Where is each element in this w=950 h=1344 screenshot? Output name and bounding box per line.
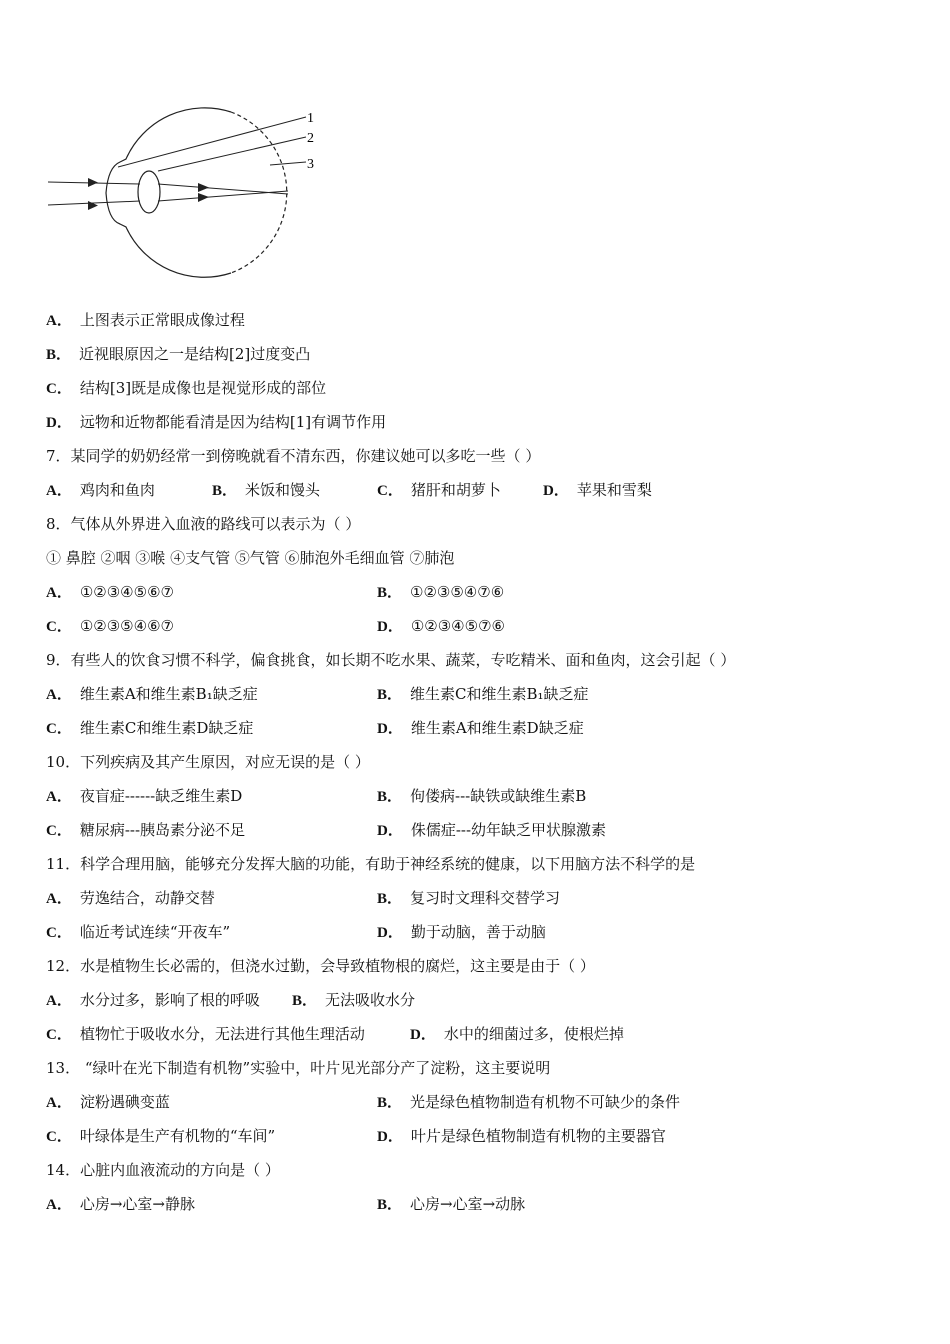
q7-option-d: D． 苹果和雪梨 bbox=[543, 481, 652, 499]
q11-option-a: A． 劳逸结合，动静交替 bbox=[46, 889, 215, 907]
q12-option-c: C． 植物忙于吸收水分，无法进行其他生理活动 bbox=[46, 1025, 365, 1043]
q12-option-d: D． 水中的细菌过多，使根烂掉 bbox=[410, 1025, 624, 1043]
q8-option-d: D． ①②③④⑤⑦⑥ bbox=[377, 617, 505, 635]
q7-stem: 7．某同学的奶奶经常一到傍晚就看不清东西，你建议她可以多吃一些（ ） bbox=[46, 447, 541, 465]
q13-option-d: D． 叶片是绿色植物制造有机物的主要器官 bbox=[377, 1127, 666, 1145]
label-3: 3 bbox=[307, 157, 314, 172]
q10-stem: 10．下列疾病及其产生原因，对应无误的是（ ） bbox=[46, 753, 370, 771]
q13-stem: 13． “绿叶在光下制造有机物”实验中，叶片见光部分产了淀粉，这主要说明 bbox=[46, 1059, 551, 1077]
retina-dashed bbox=[231, 112, 287, 273]
q14-option-a: A． 心房→心室→静脉 bbox=[46, 1195, 195, 1213]
q14-option-b: B． 心房→心室→动脉 bbox=[377, 1195, 526, 1213]
q9-option-b: B． 维生素C和维生素B₁缺乏症 bbox=[377, 685, 589, 703]
q7-option-b: B． 米饭和馒头 bbox=[212, 481, 321, 499]
q10-option-c: C． 糖尿病---胰岛素分泌不足 bbox=[46, 821, 246, 839]
q12-stem: 12．水是植物生长必需的，但浇水过勤，会导致植物根的腐烂，这主要是由于（ ） bbox=[46, 957, 595, 975]
label-2: 2 bbox=[307, 131, 314, 146]
q6-option-a: A． 上图表示正常眼成像过程 bbox=[46, 311, 245, 329]
q9-stem: 9．有些人的饮食习惯不科学，偏食挑食，如长期不吃水果、蔬菜，专吃精米、面和鱼肉，这会引起（ ） bbox=[46, 651, 736, 669]
q9-option-a: A． 维生素A和维生素B₁缺乏症 bbox=[46, 685, 258, 703]
q8-sub: ① 鼻腔 ②咽 ③喉 ④支气管 ⑤气管 ⑥肺泡外毛细血管 ⑦肺泡 bbox=[46, 549, 455, 567]
lens bbox=[138, 171, 160, 213]
q11-option-d: D． 勤于动脑，善于动脑 bbox=[377, 923, 546, 941]
q7-option-a: A． 鸡肉和鱼肉 bbox=[46, 481, 155, 499]
ray-arrow bbox=[88, 201, 98, 210]
q13-option-a: A． 淀粉遇碘变蓝 bbox=[46, 1093, 170, 1111]
q11-option-b: B． 复习时文理科交替学习 bbox=[377, 889, 561, 907]
q12-option-b: B． 无法吸收水分 bbox=[292, 991, 416, 1009]
q10-option-d: D． 侏儒症---幼年缺乏甲状腺激素 bbox=[377, 821, 607, 839]
q8-option-c: C． ①②③⑤④⑥⑦ bbox=[46, 617, 174, 635]
q10-option-b: B． 佝偻病---缺铁或缺维生素B bbox=[377, 787, 587, 805]
q12-option-a: A． 水分过多，影响了根的呼吸 bbox=[46, 991, 260, 1009]
q8-stem: 8．气体从外界进入血液的路线可以表示为（ ） bbox=[46, 515, 361, 533]
q9-option-d: D． 维生素A和维生素D缺乏症 bbox=[377, 719, 584, 737]
ray-arrow bbox=[88, 178, 98, 187]
q8-option-b: B． ①②③⑤④⑦⑥ bbox=[377, 583, 505, 601]
q8-option-a: A． ①②③④⑤⑥⑦ bbox=[46, 583, 174, 601]
q13-option-b: B． 光是绿色植物制造有机物不可缺少的条件 bbox=[377, 1093, 681, 1111]
q14-stem: 14．心脏内血液流动的方向是（ ） bbox=[46, 1161, 280, 1179]
eye-diagram bbox=[48, 105, 338, 280]
q6-option-b: B． 近视眼原因之一是结构[2]过度变凸 bbox=[46, 345, 311, 363]
q6-option-d: D． 远物和近物都能看清是因为结构[1]有调节作用 bbox=[46, 413, 387, 431]
q13-option-c: C． 叶绿体是生产有机物的“车间” bbox=[46, 1127, 276, 1145]
q10-option-a: A． 夜盲症------缺乏维生素D bbox=[46, 787, 243, 805]
q6-option-c: C． 结构[3]既是成像也是视觉形成的部位 bbox=[46, 379, 327, 397]
q11-stem: 11．科学合理用脑，能够充分发挥大脑的功能，有助于神经系统的健康，以下用脑方法不科学的是 bbox=[46, 855, 696, 873]
q7-option-c: C． 猪肝和胡萝卜 bbox=[377, 481, 501, 499]
label-1: 1 bbox=[307, 111, 314, 126]
q9-option-c: C． 维生素C和维生素D缺乏症 bbox=[46, 719, 254, 737]
q11-option-c: C． 临近考试连续“开夜车” bbox=[46, 923, 231, 941]
ray-arrow bbox=[198, 193, 209, 202]
ray-arrow bbox=[198, 183, 209, 192]
eyeball-outline bbox=[106, 108, 231, 277]
